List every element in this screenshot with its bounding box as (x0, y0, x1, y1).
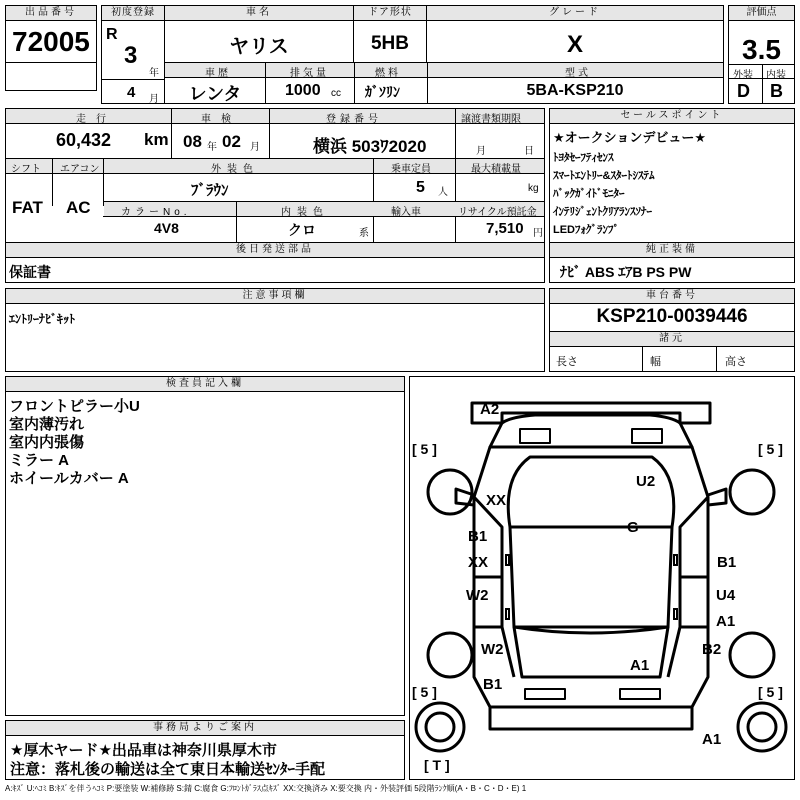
import-label: 輸入車 (391, 207, 421, 218)
model-value: 5BA-KSP210 (526, 82, 624, 99)
car-name: ヤリス (229, 36, 289, 58)
transfer-label: 譲渡書類期限 (461, 114, 521, 125)
notes-value: ｴﾝﾄﾘｰﾅﾋﾞｷｯﾄ (9, 312, 76, 326)
tire-rating: [ 5 ] (758, 441, 783, 457)
height-label: 高さ (725, 356, 747, 368)
shift-value: FAT (12, 198, 43, 217)
capacity-label: 乗車定員 (391, 164, 431, 175)
sales-point: ★オークションデビュー★ (553, 130, 707, 145)
transfer-day: 日 (524, 146, 534, 157)
tire-rating: [ T ] (424, 757, 450, 773)
equipment-label: 純正装備 (550, 243, 794, 258)
registration-label: 初度登録 (102, 6, 164, 21)
notes-box (5, 288, 545, 372)
history-value: レンタ (188, 84, 242, 104)
legend: A:ｷｽﾞ U:ﾍｺﾐ B:ｷｽﾞを伴うﾍｺﾐ P:要塗装 W:補修跡 S:錆 C:腐食 G:ﾌﾛﾝﾄｶﾞﾗｽ点ｷｽﾞ XX:交換済み X:要交換 内・外装評価 5段階ﾗﾝｸ順(A・B・C・D・E) 1 (5, 784, 527, 793)
ext-label: 外装 (733, 70, 753, 81)
inspector-label: 検査員記入欄 (6, 377, 404, 392)
fuel-label: 燃料 (375, 68, 401, 79)
inspector-item: ミラー A (9, 452, 70, 469)
tire-rating: [ 5 ] (412, 441, 437, 457)
ext-grade: D (737, 81, 750, 101)
era: R (106, 26, 118, 43)
damage-code: A2 (480, 401, 500, 418)
equipment-box (549, 242, 795, 283)
tire-rating: [ 5 ] (412, 684, 437, 700)
damage-code: U4 (716, 587, 736, 604)
int-color-label: 内装色 (281, 207, 329, 218)
inspect-month-unit: 月 (250, 142, 260, 153)
ext-color-value: ﾌﾞﾗｳﾝ (191, 182, 229, 199)
ac-label: エアコン (60, 164, 100, 175)
reg-year: 3 (124, 42, 138, 69)
disp-label: 排気量 (290, 68, 329, 79)
specs-label: 諸元 (550, 332, 794, 347)
damage-code: XX (468, 554, 489, 571)
ac-value: AC (66, 198, 91, 217)
door-type: 5HB (370, 33, 409, 54)
color-no-value: 4V8 (154, 220, 179, 236)
lot-number: 72005 (12, 26, 90, 57)
sales-points-label: セールスポイント (550, 109, 794, 124)
load-unit: kg (528, 183, 539, 194)
damage-code: W2 (481, 641, 504, 658)
chassis-label: 車台番号 (550, 289, 794, 304)
disp-value: 1000 (285, 82, 321, 99)
later-parts-label: 後日発送部品 (6, 243, 544, 258)
later-parts-value: 保証書 (9, 264, 51, 280)
inspector-item: 室内薄汚れ (9, 416, 85, 433)
sales-point: LEDﾌｫｸﾞﾗﾝﾌﾟ (553, 224, 619, 236)
int-grade: B (770, 81, 783, 101)
reg-month: 4 (127, 84, 136, 101)
width-label: 幅 (650, 356, 661, 368)
sales-points-box (549, 108, 795, 243)
damage-code: A1 (630, 657, 650, 674)
office-line: 注意：落札後の輸送は全て東日本輸送ｾﾝﾀｰ手配 (10, 761, 326, 778)
chassis-value: KSP210-0039446 (596, 306, 748, 327)
chassis-box (549, 288, 795, 372)
mileage-label: 走行 (76, 114, 116, 125)
reg-no-label: 登録番号 (326, 114, 382, 125)
grade-value: X (566, 31, 583, 58)
registration-box (101, 5, 165, 104)
inspector-item: ホイールカバー A (9, 470, 129, 487)
sales-point: ﾊﾞｯｸｶﾞｲﾄﾞﾓﾆﾀｰ (553, 188, 625, 200)
damage-code: B1 (483, 676, 503, 693)
damage-code: W2 (466, 587, 489, 604)
office-label: 事務局よりご案内 (6, 721, 404, 736)
damage-code: A1 (702, 731, 722, 748)
lot-label: 出品番号 (6, 6, 96, 21)
damage-code: B2 (702, 641, 722, 658)
name-label: 車名 (165, 6, 353, 21)
month-unit: 月 (149, 94, 159, 105)
inspect-label: 車検 (201, 114, 241, 125)
score-label: 評価点 (729, 6, 794, 21)
history-row (164, 62, 724, 104)
fuel-value: ｶﾞｿﾘﾝ (365, 84, 400, 100)
shift-label: シフト (11, 164, 41, 175)
capacity-value: 5 (416, 179, 425, 196)
length-label: 長さ (556, 356, 578, 368)
damage-code: A1 (716, 613, 736, 630)
name-box (164, 5, 354, 63)
model-label: 型式 (565, 68, 591, 79)
lot-box (5, 5, 97, 91)
ext-color-label: 外装色 (211, 164, 259, 175)
transfer-month: 月 (476, 146, 486, 157)
office-box (5, 720, 405, 780)
tire-rating: [ 5 ] (758, 684, 783, 700)
int-label: 内装 (766, 70, 786, 81)
color-no-label: カラーNo. (121, 207, 191, 218)
year-unit: 年 (149, 68, 159, 79)
car-outline (410, 377, 794, 779)
damage-diagram (409, 376, 795, 780)
inspector-box (5, 376, 405, 716)
history-label: 車歴 (205, 68, 231, 79)
grade-label: グレード (427, 6, 723, 21)
inspector-item: 室内内張傷 (9, 434, 85, 451)
damage-code: U2 (636, 473, 656, 490)
door-box (353, 5, 427, 63)
inspect-month: 02 (222, 132, 241, 151)
vehicle-info-box (5, 108, 545, 243)
sales-point: ｲﾝﾃﾘｼﾞｪﾝﾄｸﾘｱﾗﾝｽｿﾅｰ (553, 206, 652, 218)
equipment-value: ﾅﾋﾞ ABS ｴｱB PS PW (560, 264, 692, 280)
recycle-unit: 円 (533, 228, 543, 239)
damage-code: XX (486, 492, 507, 509)
disp-unit: cc (331, 88, 341, 99)
sales-point: ﾄﾖﾀｾｰﾌﾃｨｾﾝｽ (553, 152, 614, 164)
int-color-value: クロ (288, 222, 316, 238)
damage-code: G (627, 519, 639, 536)
sales-point: ｽﾏｰﾄｴﾝﾄﾘｰ&ｽﾀｰﾄｼｽﾃﾑ (553, 170, 655, 182)
door-label: ドア形状 (354, 6, 426, 21)
damage-code: B1 (717, 554, 737, 571)
office-line: ★厚木ヤード★出品車は神奈川県厚木市 (10, 742, 277, 759)
notes-label: 注意事項欄 (6, 289, 544, 304)
inspect-year-unit: 年 (207, 142, 217, 153)
capacity-unit: 人 (438, 187, 448, 198)
mileage-value: 60,432 (56, 130, 112, 150)
later-parts-box (5, 242, 545, 283)
score-box (728, 5, 795, 104)
reg-no-value: 横浜 503ﾜ2020 (313, 137, 427, 156)
damage-code: B1 (468, 528, 488, 545)
recycle-label: リサイクル預託金 (458, 207, 537, 218)
load-label: 最大積載量 (471, 164, 521, 175)
mileage-unit: km (144, 130, 169, 149)
score-value: 3.5 (742, 34, 781, 65)
grade-box (426, 5, 724, 63)
inspect-year: 08 (183, 132, 202, 151)
recycle-value: 7,510 (486, 220, 524, 237)
inspector-item: フロントピラー小U (9, 398, 140, 415)
int-color-unit: 系 (359, 228, 369, 239)
